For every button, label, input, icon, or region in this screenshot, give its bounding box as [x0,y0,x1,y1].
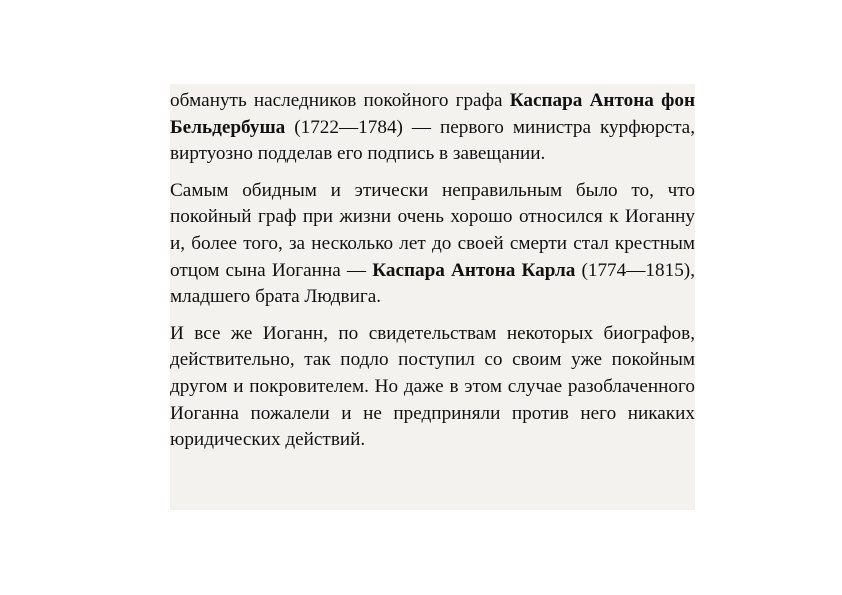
document-text-block [170,84,695,510]
paragraph-2-text-start: Самым обидным и этически неправильным было то, что покойный граф при жизни очень хорошо относился к Иоганну и, более того, за несколько лет до своей смерти стал крестным отцом сына Иоганна — [170,179,695,281]
paragraph-2-bold-name: Каспара Антона Карла [372,259,576,281]
paragraph-2-text-end: (1774—1815), младшего брата Людвига. [170,259,695,308]
paragraph-1-bold-name: Каспара Антона фон Бельдербуша [170,90,695,138]
paragraph-2 [170,178,695,311]
paragraph-1-text-end: (1722—1784) — первого министра курфюрста, виртуозно подделав его подпись в завещании. [170,116,695,165]
paragraph-3-text: И все же Иоганн, по свидетельствам некоторых биографов, действительно, так подло поступил со своим уже покойным другом и покровителем. Но даже в этом случае разоблаченного Иоганна пожалели и не предприняли против него никаких юридических действий. [170,322,695,451]
paragraph-3 [170,321,695,454]
paragraph-1-text-start: обмануть наследников покойного графа [170,90,510,111]
paragraph-1 [170,88,695,168]
